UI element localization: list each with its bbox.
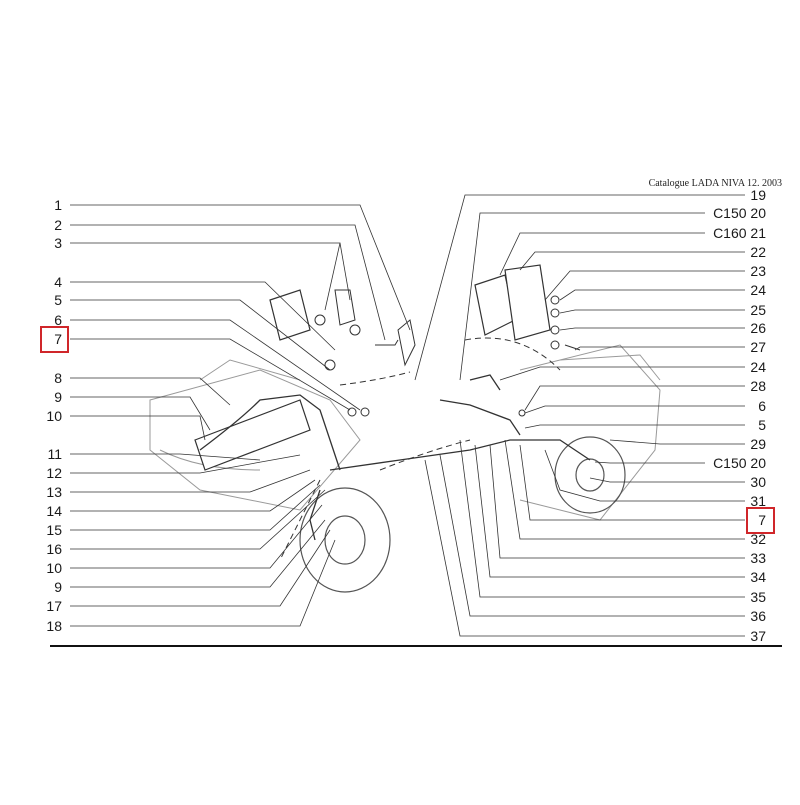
callout-27: 27 bbox=[750, 339, 766, 355]
callout-c150-20b: C150 20 bbox=[713, 455, 766, 471]
dashed-connector bbox=[340, 372, 410, 385]
callout-1: 1 bbox=[54, 197, 62, 213]
callout-18: 18 bbox=[46, 618, 62, 634]
callout-2: 2 bbox=[54, 217, 62, 233]
callout-13: 13 bbox=[46, 484, 62, 500]
callout-25: 25 bbox=[750, 302, 766, 318]
callout-10b: 10 bbox=[46, 560, 62, 576]
callout-5: 5 bbox=[54, 292, 62, 308]
front-brake-disc bbox=[300, 488, 390, 592]
callout-15: 15 bbox=[46, 522, 62, 538]
callout-33: 33 bbox=[750, 550, 766, 566]
callout-34: 34 bbox=[750, 569, 766, 585]
callout-26: 26 bbox=[750, 320, 766, 336]
callout-23: 23 bbox=[750, 263, 766, 279]
callout-17: 17 bbox=[46, 598, 62, 614]
callout-4: 4 bbox=[54, 274, 62, 290]
callout-22: 22 bbox=[750, 244, 766, 260]
callout-32: 32 bbox=[750, 531, 766, 547]
callout-10: 10 bbox=[46, 408, 62, 424]
master-cylinder bbox=[270, 290, 310, 340]
callout-c150-20: C150 20 bbox=[713, 205, 766, 221]
callout-14: 14 bbox=[46, 503, 62, 519]
callout-3: 3 bbox=[54, 235, 62, 251]
callout-7-right: 7 bbox=[758, 512, 766, 528]
car-body-outline-right bbox=[520, 345, 660, 520]
rear-brake-drum bbox=[555, 437, 625, 513]
callout-c160-21: C160 21 bbox=[713, 225, 766, 241]
callout-35: 35 bbox=[750, 589, 766, 605]
callout-31: 31 bbox=[750, 493, 766, 509]
callout-24: 24 bbox=[750, 282, 766, 298]
catalogue-title: Catalogue LADA NIVA 12. 2003 bbox=[648, 178, 782, 189]
highlight-box-left bbox=[40, 326, 69, 353]
callout-5-right: 5 bbox=[758, 417, 766, 433]
callout-12: 12 bbox=[46, 465, 62, 481]
callout-9: 9 bbox=[54, 389, 62, 405]
highlight-box-right bbox=[746, 507, 775, 534]
callout-8: 8 bbox=[54, 370, 62, 386]
callout-28: 28 bbox=[750, 378, 766, 394]
callout-16: 16 bbox=[46, 541, 62, 557]
callout-36: 36 bbox=[750, 608, 766, 624]
callout-19: 19 bbox=[750, 187, 766, 203]
callout-7-left: 7 bbox=[54, 331, 62, 347]
leader-lines bbox=[70, 195, 745, 636]
callout-11: 11 bbox=[47, 446, 62, 462]
callout-24b: 24 bbox=[750, 359, 766, 375]
callout-6: 6 bbox=[54, 312, 62, 328]
callout-29: 29 bbox=[750, 436, 766, 452]
callout-37: 37 bbox=[750, 628, 766, 644]
callout-9b: 9 bbox=[54, 579, 62, 595]
callout-6-right: 6 bbox=[758, 398, 766, 414]
callout-30: 30 bbox=[750, 474, 766, 490]
